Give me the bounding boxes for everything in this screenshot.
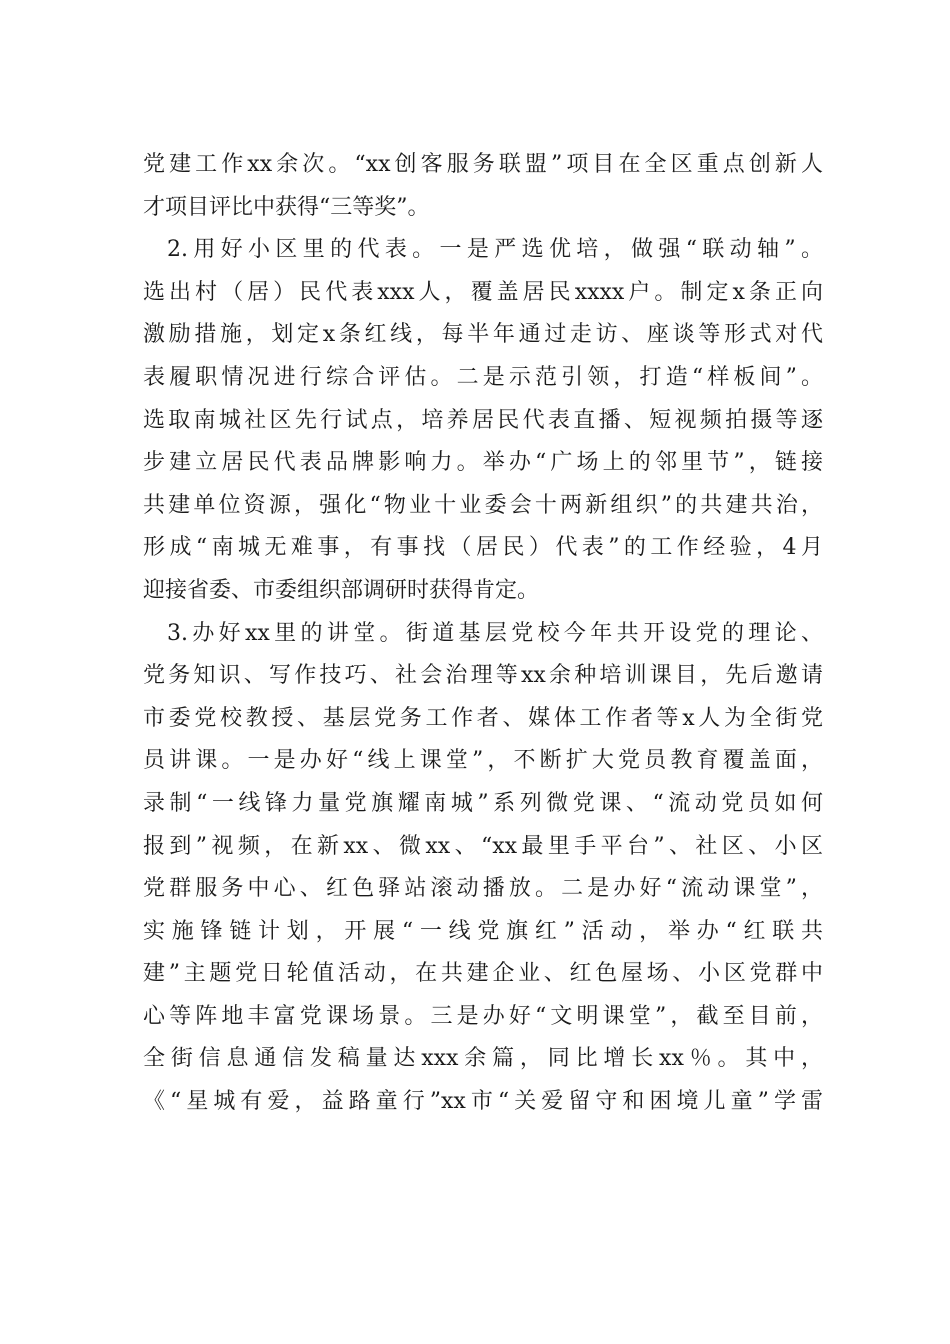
text-line: 《“星城有爱，益路童行”xx市“关爱留守和困境儿童”学雷 bbox=[143, 1089, 823, 1115]
text-line: 形成“南城无难事，有事找（居民）代表”的工作经验，4月 bbox=[143, 535, 823, 561]
text-line: 选取南城社区先行试点，培养居民代表直播、短视频拍摄等逐 bbox=[143, 407, 823, 433]
document-body bbox=[143, 144, 823, 1124]
text-line: 才项目评比中获得“三等奖”。 bbox=[143, 194, 430, 220]
paragraph-heading-line: 3.办好xx里的讲堂。街道基层党校今年共开设党的理论、 bbox=[167, 620, 823, 646]
text-line: 建”主题党日轮值活动，在共建企业、红色屋场、小区党群中 bbox=[143, 961, 823, 987]
text-line: 表履职情况进行综合评估。二是示范引领，打造“样板间”。 bbox=[143, 364, 823, 390]
text-line: 实施锋链计划，开展“一线党旗红”活动，举办“红联共 bbox=[143, 918, 823, 944]
text-line: 员讲课。一是办好“线上课堂”，不断扩大党员教育覆盖面， bbox=[143, 748, 823, 774]
text-line: 迎接省委、市委组织部调研时获得肯定。 bbox=[143, 577, 540, 603]
text-line: 共建单位资源，强化“物业十业委会十两新组织”的共建共治， bbox=[143, 492, 823, 518]
text-line: 激励措施，划定x条红线，每半年通过走访、座谈等形式对代 bbox=[143, 322, 823, 348]
text-line: 心等阵地丰富党课场景。三是办好“文明课堂”，截至目前， bbox=[143, 1003, 823, 1029]
text-line: 步建立居民代表品牌影响力。举办“广场上的邻里节”，链接 bbox=[143, 450, 823, 476]
text-line: 党建工作xx余次。“xx创客服务联盟”项目在全区重点创新人 bbox=[143, 152, 823, 177]
text-line: 选出村（居）民代表xxx人，覆盖居民xxxx户。制定x条正向 bbox=[143, 279, 823, 305]
text-line: 党务知识、写作技巧、社会治理等xx余种培训课目，先后邀请 bbox=[143, 663, 823, 689]
text-line: 市委党校教授、基层党务工作者、媒体工作者等x人为全街党 bbox=[143, 705, 823, 731]
text-line: 报到”视频，在新xx、微xx、“xx最里手平台”、社区、小区 bbox=[143, 833, 823, 859]
paragraph-heading-line: 2.用好小区里的代表。一是严选优培，做强“联动轴”。 bbox=[167, 237, 823, 263]
text-line: 录制“一线锋力量党旗耀南城”系列微党课、“流动党员如何 bbox=[143, 790, 823, 816]
text-line: 全街信息通信发稿量达xxx余篇，同比增长xx％。其中， bbox=[143, 1046, 823, 1072]
text-line: 党群服务中心、红色驿站滚动播放。二是办好“流动课堂”， bbox=[143, 876, 823, 902]
